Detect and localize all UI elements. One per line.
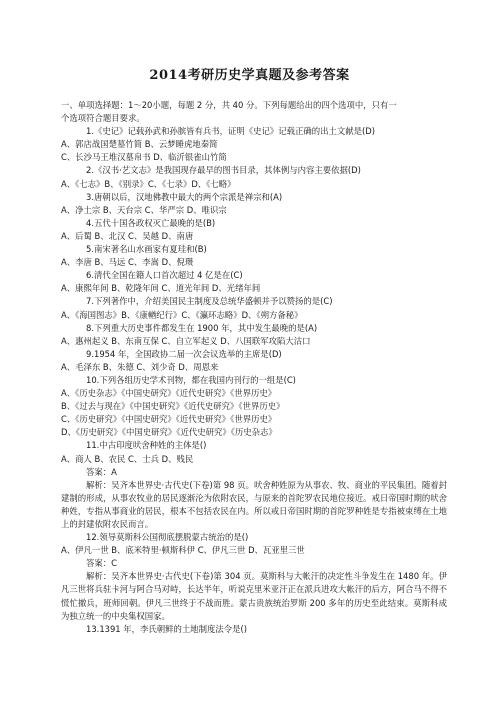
text-line: 答案：C xyxy=(86,558,117,569)
text-line: 6.清代全国在籍人口首次超过 4 亿是在(C) xyxy=(86,270,243,281)
text-line: A、毛泽东 B、朱德 C、刘少奇 D、周恩来 xyxy=(61,361,219,372)
text-line: 答案：A xyxy=(86,466,117,477)
text-line: 11.中古印度吠舍种姓的主体是() xyxy=(86,440,207,451)
text-line: A、惠州起义 B、东南互保 C、自立军起义 D、八国联军攻陷大沽口 xyxy=(61,335,311,346)
answer-explanation: 解析：吴齐本世界史·古代史(下卷)第 98 页。吠舍种姓原为从事农、牧、商业的平民集团。随着封建制的形成，从事农牧业的居民逐渐沦为依附农民，与原来的首陀罗农民地位接近。戒日帝国时期的吠舍种姓，专指从事商业的居民，根本不包括农民在内。所以戒日帝国时期的首陀罗种姓是专指被束缚在土地上的封建依附农民而言。 xyxy=(61,479,447,529)
text-line: 5.南宋著名山水画家有夏珪和(B) xyxy=(86,244,207,255)
text-line: 12.领导莫斯科公国彻底摆脱蒙古统治的是() xyxy=(86,532,249,543)
text-line: 7.下列著作中，介绍美国民主制度及总统华盛顿并予以赞扬的是(C) xyxy=(86,296,333,307)
text-line: 2.《汉书·艺文志》是我国现存最早的图书目录，其体例与内容主要依据(D) xyxy=(86,165,361,176)
text-line: C、长沙马王堆汉墓帛书 D、临沂银雀山竹简 xyxy=(61,152,227,163)
text-line: 13.1391 年，李氏朝鲜的土地制度法令是() xyxy=(86,623,248,634)
text-line: C、《历史研究》《中国史研究》《近代史研究》《世界历史》 xyxy=(61,414,277,425)
text-line: A、康熙年间 B、乾隆年间 C、道光年间 D、光绪年间 xyxy=(61,283,261,294)
text-line: 3.唐朝以后，汉地佛教中最大的两个宗派是禅宗和(A) xyxy=(86,191,283,202)
text-line: 9.1954 年，全国政协二届一次会议选举的主席是(D) xyxy=(86,348,282,359)
text-line: A、净土宗 B、天台宗 C、华严宗 D、唯识宗 xyxy=(61,204,227,215)
text-line: A、商人 B、农民 C、士兵 D、贱民 xyxy=(61,453,194,464)
text-line: 4.五代十国各政权灭亡最晚的是(B) xyxy=(86,217,216,228)
text-line: 8.下列重大历史事件都发生在 1900 年，其中发生最晚的是(A) xyxy=(86,322,318,333)
text-line: 1.《史记》记载孙武和孙膑皆有兵书，证明《史记》记载正确的出土文献是(D) xyxy=(86,126,375,137)
text-line: 一、单项选择题：1～20小题，每题 2 分，共 40 分。下列每题给出的四个选项中，只有一 xyxy=(61,100,397,110)
text-line: A、《海国图志》B、《康輶纪行》C、《瀛环志略》D、《朔方备秘》 xyxy=(61,309,303,320)
text-line: A、后蜀 B、北汉 C、吴越 D、南唐 xyxy=(61,230,194,241)
document-body xyxy=(61,99,447,636)
text-line: D、《历史研究》《中国史研究》《近代史研究》《历史杂志》 xyxy=(61,427,277,438)
text-line: A、伊凡一世 B、底米特里·顿斯科伊 C、伊凡三世 D、瓦亚里三世 xyxy=(61,545,305,556)
text-line: A、《历史杂志》《中国史研究》《近代史研究》《世界历史》 xyxy=(61,388,277,399)
text-line: A、郭店战国楚墓竹简 B、云梦睡虎地秦简 xyxy=(61,139,218,150)
answer-explanation: 解析：吴齐本世界史·古代史(下卷)第 304 页。莫斯科与大帐汗的决定性斗争发生在 1480 年。伊凡三世将兵驻卡河与阿合马对峙，长达半年，听说克里米亚汗正在派兵进攻大帐汗的后方，阿合马不得不慌忙撤兵，班师回朝。伊凡三世终于不战而胜。蒙古贵族统治罗斯 200 多年的历史至此结束。莫斯科成为独立统一的中央集权国家。 xyxy=(61,571,447,621)
text-line: A、李唐 B、马远 C、李嵩 D、倪瓒 xyxy=(61,257,194,268)
text-line: 10.下列各组历史学术刊物，都在我国内刊行的一组是(C) xyxy=(86,374,296,385)
text-line: A、《七志》B、《别录》C、《七录》D、《七略》 xyxy=(61,178,236,189)
page-title: 2014考研历史学真题及参考答案 xyxy=(149,68,350,83)
text-line: B、《过去与现在》《中国史研究》《近代史研究》《世界历史》 xyxy=(61,401,285,412)
text-line: 个选项符合题目要求。 xyxy=(61,113,145,124)
